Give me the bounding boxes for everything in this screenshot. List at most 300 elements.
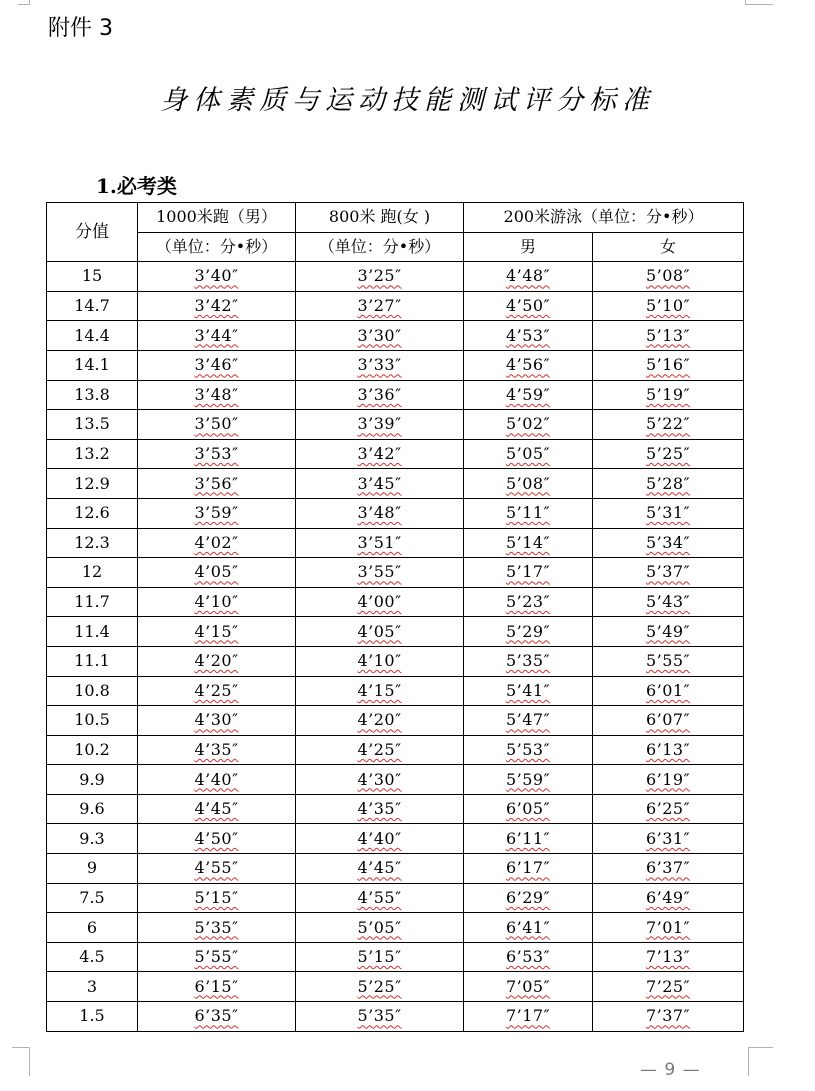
cell-200m-swim-female-value: 5’19″	[645, 384, 691, 404]
cell-1000m-run-male-value: 4’30″	[194, 710, 239, 730]
cell-score	[47, 883, 138, 913]
cell-800m-run-female-value: 4’20″	[357, 710, 402, 730]
cell-200m-swim-male	[464, 587, 593, 617]
cell-score-value: 12	[81, 562, 103, 582]
cell-800m-run-female-value: 3’42″	[357, 444, 402, 464]
cell-1000m-run-male	[138, 439, 296, 469]
cell-800m-run-female	[296, 794, 464, 824]
table-row	[47, 291, 744, 321]
cell-200m-swim-female-value: 7’13″	[645, 947, 691, 967]
cell-1000m-run-male	[138, 587, 296, 617]
cell-800m-run-female-value: 4’35″	[357, 799, 402, 819]
cell-200m-swim-male	[464, 439, 593, 469]
cell-800m-run-female-value: 3’48″	[357, 503, 402, 523]
cell-1000m-run-male-value: 3’44″	[194, 325, 239, 345]
cell-200m-swim-male	[464, 380, 593, 410]
cell-1000m-run-male	[138, 528, 296, 558]
cell-1000m-run-male-value: 4’45″	[194, 799, 239, 819]
cell-score-value: 13.2	[74, 444, 110, 464]
cell-200m-swim-male	[464, 617, 593, 647]
table-row	[47, 735, 744, 765]
cell-200m-swim-male-value: 7’17″	[505, 1006, 551, 1026]
cell-800m-run-female-value: 4’55″	[357, 887, 402, 907]
cell-score-value: 13.8	[74, 384, 110, 404]
cell-800m-run-female	[296, 735, 464, 765]
cell-200m-swim-male-value: 6’41″	[505, 917, 551, 937]
cell-800m-run-female	[296, 587, 464, 617]
cell-200m-swim-male	[464, 558, 593, 588]
cell-200m-swim-male-value: 5’47″	[505, 710, 551, 730]
cell-200m-swim-female	[593, 380, 744, 410]
cell-200m-swim-male-value: 4’53″	[505, 325, 551, 345]
table-row	[47, 469, 744, 499]
cell-1000m-run-male	[138, 676, 296, 706]
cell-800m-run-female-value: 5’25″	[357, 976, 402, 996]
cell-200m-swim-male-value: 6’29″	[505, 887, 551, 907]
cell-200m-swim-female	[593, 587, 744, 617]
cell-200m-swim-male-value: 6’05″	[505, 799, 551, 819]
cell-score-value: 6	[86, 917, 98, 937]
table-row	[47, 794, 744, 824]
cell-200m-swim-male	[464, 972, 593, 1002]
cell-200m-swim-female-value: 5’43″	[645, 592, 691, 612]
cell-200m-swim-male-value: 5’41″	[505, 680, 551, 700]
cell-score	[47, 646, 138, 676]
table-row	[47, 824, 744, 854]
cell-1000m-run-male-value: 3’42″	[194, 296, 239, 316]
table-row	[47, 528, 744, 558]
cell-200m-swim-male-value: 6’11″	[505, 828, 551, 848]
header-800m-run	[296, 203, 464, 233]
cell-200m-swim-male-value: 5’23″	[505, 592, 551, 612]
cell-score-value: 11.7	[74, 592, 110, 612]
attachment-label: 附件 3	[48, 16, 113, 41]
cell-1000m-run-male	[138, 942, 296, 972]
cell-200m-swim-male	[464, 883, 593, 913]
cell-200m-swim-male-value: 7’05″	[505, 976, 551, 996]
cell-200m-swim-female-value: 5’13″	[645, 325, 691, 345]
cell-1000m-run-male	[138, 706, 296, 736]
cell-200m-swim-male-value: 4’48″	[505, 266, 551, 286]
cell-800m-run-female	[296, 321, 464, 351]
cell-1000m-run-male	[138, 380, 296, 410]
cell-200m-swim-male	[464, 942, 593, 972]
cell-800m-run-female-value: 3’36″	[357, 384, 402, 404]
cell-score-value: 9	[86, 858, 98, 878]
cell-200m-swim-male-value: 5’29″	[505, 621, 551, 641]
cell-200m-swim-male-value: 5’05″	[505, 444, 551, 464]
cell-score	[47, 735, 138, 765]
cell-score-value: 13.5	[74, 414, 110, 434]
cell-score	[47, 558, 138, 588]
cell-800m-run-female-value: 4’15″	[357, 680, 402, 700]
cell-1000m-run-male	[138, 291, 296, 321]
cell-200m-swim-male-value: 5’14″	[505, 532, 551, 552]
cell-score	[47, 380, 138, 410]
cell-800m-run-female	[296, 262, 464, 292]
cell-800m-run-female-value: 3’25″	[357, 266, 402, 286]
cell-200m-swim-male	[464, 735, 593, 765]
cell-200m-swim-male	[464, 528, 593, 558]
cell-1000m-run-male-value: 3’56″	[194, 473, 239, 493]
cell-800m-run-female-value: 3’30″	[357, 325, 402, 345]
cell-score	[47, 291, 138, 321]
cell-200m-swim-male-value: 6’17″	[505, 858, 551, 878]
cell-score	[47, 913, 138, 943]
cell-1000m-run-male-value: 6’35″	[194, 1006, 239, 1026]
cell-200m-swim-female-value: 5’28″	[645, 473, 691, 493]
cell-200m-swim-female	[593, 350, 744, 380]
cell-200m-swim-male	[464, 350, 593, 380]
cell-score-value: 7.5	[79, 887, 105, 907]
table-row	[47, 321, 744, 351]
cell-1000m-run-male-value: 4’40″	[194, 769, 239, 789]
cell-score-value: 15	[81, 266, 103, 286]
table-row	[47, 706, 744, 736]
page-corner-mark-top-left	[18, 0, 30, 5]
cell-200m-swim-male	[464, 824, 593, 854]
cell-800m-run-female-value: 5’35″	[357, 1006, 402, 1026]
cell-1000m-run-male-value: 6’15″	[194, 976, 239, 996]
cell-200m-swim-male	[464, 1002, 593, 1032]
cell-200m-swim-female	[593, 291, 744, 321]
cell-200m-swim-female-value: 5’34″	[645, 532, 691, 552]
cell-score	[47, 410, 138, 440]
cell-200m-swim-male-value: 5’17″	[505, 562, 551, 582]
table-row	[47, 676, 744, 706]
cell-score	[47, 587, 138, 617]
table-row	[47, 617, 744, 647]
cell-200m-swim-male-value: 5’02″	[505, 414, 551, 434]
cell-200m-swim-male-value: 6’53″	[505, 947, 551, 967]
cell-200m-swim-female-value: 6’25″	[645, 799, 691, 819]
cell-200m-swim-female	[593, 528, 744, 558]
cell-200m-swim-female-value: 5’37″	[645, 562, 691, 582]
cell-200m-swim-female-value: 7’37″	[645, 1006, 691, 1026]
cell-800m-run-female	[296, 617, 464, 647]
cell-200m-swim-female-value: 6’07″	[645, 710, 691, 730]
cell-800m-run-female	[296, 528, 464, 558]
cell-800m-run-female-value: 3’45″	[357, 473, 402, 493]
cell-1000m-run-male	[138, 913, 296, 943]
cell-800m-run-female	[296, 439, 464, 469]
cell-score-value: 14.1	[74, 355, 110, 375]
page-corner-mark-bottom-left	[12, 1047, 30, 1076]
cell-1000m-run-male-value: 4’55″	[194, 858, 239, 878]
document-title: 身体素质与运动技能测试评分标准	[160, 85, 655, 116]
cell-200m-swim-male	[464, 262, 593, 292]
cell-score-value: 1.5	[79, 1006, 105, 1026]
cell-200m-swim-female	[593, 676, 744, 706]
cell-200m-swim-male	[464, 676, 593, 706]
table-row	[47, 942, 744, 972]
cell-200m-swim-female-value: 5’55″	[645, 651, 691, 671]
cell-score	[47, 321, 138, 351]
cell-1000m-run-male	[138, 735, 296, 765]
cell-score-value: 12.6	[74, 503, 110, 523]
cell-1000m-run-male	[138, 617, 296, 647]
cell-800m-run-female-value: 4’30″	[357, 769, 402, 789]
table-row	[47, 883, 744, 913]
cell-800m-run-female	[296, 350, 464, 380]
cell-200m-swim-male	[464, 794, 593, 824]
cell-200m-swim-female	[593, 617, 744, 647]
table-row	[47, 262, 744, 292]
cell-800m-run-female	[296, 676, 464, 706]
cell-1000m-run-male-value: 3’59″	[194, 503, 239, 523]
cell-200m-swim-male-value: 4’50″	[505, 296, 551, 316]
cell-1000m-run-male-value: 4’25″	[194, 680, 239, 700]
cell-1000m-run-male	[138, 498, 296, 528]
cell-score	[47, 794, 138, 824]
cell-200m-swim-female	[593, 913, 744, 943]
cell-800m-run-female-value: 3’55″	[357, 562, 402, 582]
cell-800m-run-female	[296, 469, 464, 499]
cell-1000m-run-male-value: 5’15″	[194, 887, 239, 907]
cell-800m-run-female-value: 3’51″	[357, 532, 402, 552]
cell-800m-run-female-value: 4’25″	[357, 739, 402, 759]
cell-score	[47, 972, 138, 1002]
cell-800m-run-female	[296, 765, 464, 795]
cell-200m-swim-female-value: 5’25″	[645, 444, 691, 464]
cell-score-value: 12.9	[74, 473, 110, 493]
cell-200m-swim-female	[593, 942, 744, 972]
cell-800m-run-female	[296, 646, 464, 676]
header-800m-run-unit: （单位：分•秒）	[296, 232, 464, 262]
cell-200m-swim-female	[593, 972, 744, 1002]
cell-score-value: 4.5	[79, 947, 105, 967]
cell-200m-swim-male-value: 4’59″	[505, 384, 551, 404]
cell-1000m-run-male-value: 4’02″	[194, 532, 239, 552]
cell-200m-swim-male-value: 5’08″	[505, 473, 551, 493]
cell-1000m-run-male-value: 5’35″	[194, 917, 239, 937]
cell-800m-run-female	[296, 883, 464, 913]
cell-200m-swim-female	[593, 883, 744, 913]
cell-800m-run-female	[296, 498, 464, 528]
cell-200m-swim-male	[464, 646, 593, 676]
cell-1000m-run-male-value: 4’50″	[194, 828, 239, 848]
cell-1000m-run-male	[138, 854, 296, 884]
cell-1000m-run-male-value: 3’53″	[194, 444, 239, 464]
cell-1000m-run-male	[138, 262, 296, 292]
cell-score	[47, 350, 138, 380]
table-row	[47, 498, 744, 528]
cell-200m-swim-male	[464, 498, 593, 528]
cell-200m-swim-male-value: 4’56″	[505, 355, 551, 375]
cell-200m-swim-male-value: 5’11″	[505, 503, 551, 523]
cell-score-value: 9.9	[79, 769, 105, 789]
cell-800m-run-female	[296, 942, 464, 972]
cell-800m-run-female-value: 3’27″	[357, 296, 402, 316]
cell-800m-run-female	[296, 410, 464, 440]
cell-score	[47, 469, 138, 499]
cell-1000m-run-male	[138, 972, 296, 1002]
header-1000m-run-unit: （单位：分•秒）	[138, 232, 296, 262]
table-row	[47, 972, 744, 1002]
cell-1000m-run-male	[138, 646, 296, 676]
cell-200m-swim-female-value: 5’10″	[645, 296, 691, 316]
cell-score	[47, 942, 138, 972]
cell-1000m-run-male-value: 4’05″	[194, 562, 239, 582]
table-row	[47, 765, 744, 795]
cell-200m-swim-male	[464, 469, 593, 499]
cell-200m-swim-female	[593, 558, 744, 588]
cell-score-value: 14.7	[74, 296, 110, 316]
cell-200m-swim-female-value: 7’01″	[645, 917, 691, 937]
cell-200m-swim-female	[593, 1002, 744, 1032]
cell-1000m-run-male-value: 4’20″	[194, 651, 239, 671]
cell-200m-swim-female-value: 7’25″	[645, 976, 691, 996]
cell-score	[47, 1002, 138, 1032]
cell-200m-swim-female-value: 6’01″	[645, 680, 691, 700]
cell-1000m-run-male	[138, 558, 296, 588]
cell-200m-swim-female	[593, 824, 744, 854]
table-row	[47, 410, 744, 440]
cell-200m-swim-male-value: 5’53″	[505, 739, 551, 759]
cell-200m-swim-male	[464, 854, 593, 884]
cell-800m-run-female	[296, 558, 464, 588]
cell-score-value: 9.3	[79, 828, 105, 848]
cell-200m-swim-female-value: 5’31″	[645, 503, 691, 523]
cell-200m-swim-female-value: 5’49″	[645, 621, 691, 641]
cell-200m-swim-female-value: 5’22″	[645, 414, 691, 434]
table-header	[47, 203, 744, 262]
cell-200m-swim-female	[593, 794, 744, 824]
cell-1000m-run-male-value: 5’55″	[194, 947, 239, 967]
cell-200m-swim-female	[593, 735, 744, 765]
cell-800m-run-female	[296, 380, 464, 410]
page-corner-mark-top-right	[745, 0, 773, 5]
table-body	[47, 262, 744, 1031]
header-swim-male: 男	[464, 232, 593, 262]
cell-1000m-run-male-value: 4’15″	[194, 621, 239, 641]
cell-score	[47, 676, 138, 706]
cell-200m-swim-female	[593, 321, 744, 351]
cell-1000m-run-male	[138, 469, 296, 499]
cell-1000m-run-male-value: 3’50″	[194, 414, 239, 434]
cell-1000m-run-male-value: 3’48″	[194, 384, 239, 404]
cell-800m-run-female-value: 3’33″	[357, 355, 402, 375]
cell-score	[47, 498, 138, 528]
header-score: 分值	[47, 203, 138, 262]
cell-200m-swim-male	[464, 291, 593, 321]
page-number: — 9 —	[640, 1060, 701, 1080]
cell-200m-swim-female-value: 6’49″	[645, 887, 691, 907]
cell-800m-run-female	[296, 854, 464, 884]
cell-200m-swim-female	[593, 498, 744, 528]
cell-score	[47, 528, 138, 558]
cell-800m-run-female-value: 4’05″	[357, 621, 402, 641]
table-row	[47, 439, 744, 469]
cell-200m-swim-female	[593, 469, 744, 499]
cell-1000m-run-male	[138, 1002, 296, 1032]
header-swim-female: 女	[593, 232, 744, 262]
table-row	[47, 587, 744, 617]
cell-800m-run-female	[296, 972, 464, 1002]
cell-1000m-run-male	[138, 350, 296, 380]
cell-score-value: 11.1	[74, 651, 110, 671]
cell-score-value: 10.5	[74, 710, 110, 730]
cell-800m-run-female	[296, 913, 464, 943]
cell-1000m-run-male	[138, 794, 296, 824]
cell-1000m-run-male-value: 3’40″	[194, 266, 239, 286]
cell-800m-run-female-value: 5’05″	[357, 917, 402, 937]
cell-score-value: 11.4	[74, 621, 110, 641]
table-row	[47, 380, 744, 410]
cell-200m-swim-male	[464, 913, 593, 943]
cell-800m-run-female-value: 3’39″	[357, 414, 402, 434]
cell-200m-swim-female	[593, 410, 744, 440]
cell-1000m-run-male	[138, 410, 296, 440]
table-row	[47, 1002, 744, 1032]
table-row	[47, 350, 744, 380]
cell-200m-swim-female	[593, 706, 744, 736]
cell-800m-run-female	[296, 1002, 464, 1032]
cell-1000m-run-male	[138, 883, 296, 913]
cell-score-value: 14.4	[74, 325, 110, 345]
cell-800m-run-female-value: 4’40″	[357, 828, 402, 848]
header-1000m-run-title: 1000米跑（男）	[156, 207, 277, 227]
cell-200m-swim-female-value: 6’31″	[645, 828, 691, 848]
cell-200m-swim-female-value: 5’16″	[645, 355, 691, 375]
cell-score-value: 3	[86, 976, 98, 996]
table-row	[47, 646, 744, 676]
table-row	[47, 558, 744, 588]
cell-200m-swim-male	[464, 410, 593, 440]
cell-200m-swim-female	[593, 262, 744, 292]
cell-score-value: 10.8	[74, 680, 110, 700]
cell-800m-run-female	[296, 291, 464, 321]
section-heading: 1.必考类	[96, 174, 177, 198]
cell-200m-swim-female-value: 6’13″	[645, 739, 691, 759]
cell-score	[47, 765, 138, 795]
cell-200m-swim-male	[464, 765, 593, 795]
cell-800m-run-female-value: 4’10″	[357, 651, 402, 671]
cell-1000m-run-male-value: 4’10″	[194, 592, 239, 612]
cell-200m-swim-female-value: 6’37″	[645, 858, 691, 878]
cell-1000m-run-male-value: 4’35″	[194, 739, 239, 759]
cell-800m-run-female	[296, 824, 464, 854]
cell-score	[47, 854, 138, 884]
cell-200m-swim-male-value: 5’59″	[505, 769, 551, 789]
header-1000m-run	[138, 203, 296, 233]
cell-800m-run-female-value: 4’00″	[357, 592, 402, 612]
cell-200m-swim-male	[464, 321, 593, 351]
cell-score	[47, 617, 138, 647]
scoring-standard-table	[46, 202, 744, 1032]
cell-200m-swim-female	[593, 854, 744, 884]
cell-score	[47, 824, 138, 854]
cell-score	[47, 262, 138, 292]
cell-score	[47, 706, 138, 736]
cell-800m-run-female	[296, 706, 464, 736]
cell-200m-swim-female-value: 5’08″	[645, 266, 691, 286]
cell-score	[47, 439, 138, 469]
cell-1000m-run-male	[138, 765, 296, 795]
cell-1000m-run-male	[138, 321, 296, 351]
header-200m-swim: 200米游泳（单位：分•秒）	[464, 203, 744, 233]
page-corner-mark-bottom-right	[748, 1047, 773, 1076]
cell-800m-run-female-value: 4’45″	[357, 858, 402, 878]
cell-200m-swim-male-value: 5’35″	[505, 651, 551, 671]
cell-800m-run-female-value: 5’15″	[357, 947, 402, 967]
table-row	[47, 854, 744, 884]
cell-score-value: 9.6	[79, 799, 105, 819]
cell-200m-swim-female-value: 6’19″	[645, 769, 691, 789]
table-row	[47, 913, 744, 943]
cell-score-value: 10.2	[74, 739, 110, 759]
header-800m-run-title: 800米 跑(女 )	[328, 207, 431, 227]
